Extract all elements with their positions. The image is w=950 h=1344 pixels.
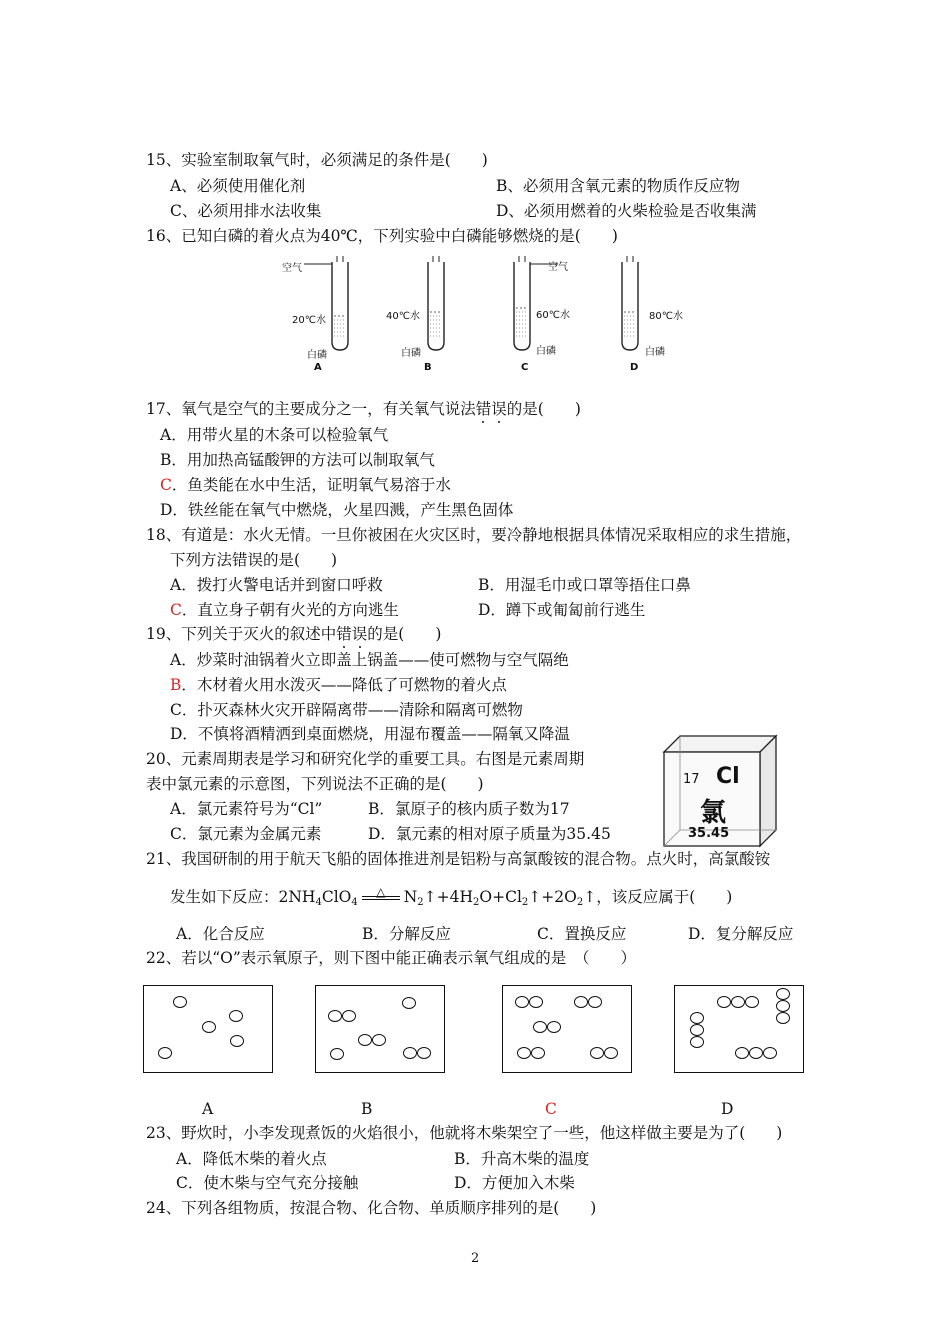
tube-label-d: D	[630, 362, 639, 373]
q21-option-b: B．分解反应	[362, 925, 451, 943]
oxygen-atom	[173, 996, 187, 1008]
oxygen-atom	[515, 996, 529, 1008]
q22-label-c: C	[545, 1100, 557, 1118]
q21-equation: 发生如下反应：$2NH_4ClO_4\triangle$ $N_2↑+4H_2O+Cl_2↑+2O_2↑$，该反应属于( )	[170, 882, 732, 913]
q20-stem-line2: 表中氯元素的示意图，下列说法不正确的是( )	[146, 775, 484, 793]
atomic-number: 17	[683, 772, 700, 787]
q20-option-d: D．氯元素的相对原子质量为35.45	[368, 825, 611, 843]
q19-option-c: C．扑灭森林火灾开辟隔离带——清除和隔离可燃物	[170, 701, 523, 719]
tube-label-b: B	[424, 362, 432, 373]
q23-stem: 23、野炊时，小李发现煮饭的火焰很小，他就将木柴架空了一些，他这样做主要是为了( )	[146, 1124, 783, 1142]
answer-mark: B	[170, 676, 182, 694]
q17-stem: 17、氧气是空气的主要成分之一，有关氧气说法错误的是( )	[146, 400, 581, 418]
tube-label-a: A	[314, 362, 322, 373]
oxygen-atom	[517, 1047, 531, 1059]
q20-stem-line1: 20、元素周期表是学习和研究化学的重要工具。右图是元素周期	[146, 750, 585, 768]
q17-option-b: B．用加热高锰酸钾的方法可以制取氧气	[160, 451, 435, 469]
oxygen-atom	[763, 1047, 777, 1059]
q15-stem: 15、实验室制取氧气时，必须满足的条件是( )	[146, 151, 488, 169]
q19-stem: 19、下列关于灭火的叙述中错误的是( )	[146, 625, 442, 643]
q22-label-d: D	[721, 1100, 734, 1118]
q21-option-c: C．置换反应	[537, 925, 627, 943]
q22-label-a: A	[202, 1100, 214, 1118]
q17-option-a: A．用带火星的木条可以检验氧气	[160, 426, 389, 444]
answer-mark: C	[170, 601, 182, 619]
q20-option-c: C．氯元素为金属元素	[170, 825, 322, 843]
oxygen-atom	[402, 997, 416, 1009]
element-symbol: Cl	[716, 764, 740, 789]
oxygen-atom	[328, 1010, 342, 1022]
q23-option-d: D．方便加入木柴	[454, 1174, 575, 1192]
q20-option-a: A．氯元素符号为“Cl”	[170, 800, 323, 818]
oxygen-atom	[342, 1010, 356, 1022]
q21-stem-line1: 21、我国研制的用于航天飞船的固体推进剂是铝粉与高氯酸铵的混合物。点火时，高氯酸铵	[146, 850, 771, 868]
q24-stem: 24、下列各组物质，按混合物、化合物、单质顺序排列的是( )	[146, 1199, 597, 1217]
answer-mark: C	[160, 476, 172, 494]
temp-label-a: 20℃水	[292, 315, 326, 326]
oxygen-atom	[202, 1021, 216, 1033]
test-tube-b	[410, 256, 460, 356]
q18-option-d: D．蹲下或匍匐前行逃生	[478, 601, 646, 619]
oxygen-atom	[330, 1048, 344, 1060]
oxygen-atom	[358, 1034, 372, 1046]
reaction-condition: △	[358, 882, 404, 902]
oxygen-atom	[574, 996, 588, 1008]
q19-option-a: A．炒菜时油锅着火立即盖上锅盖——使可燃物与空气隔绝	[170, 651, 569, 669]
q19-option-b: B．木材着火用水泼灭——降低了可燃物的着火点	[170, 676, 507, 694]
page-number: 2	[471, 1251, 480, 1266]
q23-option-a: A．降低木柴的着火点	[176, 1150, 327, 1168]
temp-label-c: 60℃水	[536, 310, 570, 321]
q18-stem-line2: 下列方法错误的是( )	[170, 551, 338, 569]
q18-stem-line1: 18、有道是：水火无情。一旦你被困在火灾区时，要冷静地根据具体情况采取相应的求生措施，	[146, 526, 802, 544]
q17-option-c: C．鱼类能在水中生活，证明氧气易溶于水	[160, 476, 451, 494]
q21-option-a: A．化合反应	[176, 925, 265, 943]
oxygen-atom	[158, 1047, 172, 1059]
q22-label-b: B	[361, 1100, 373, 1118]
phosphorus-label-b: 白磷	[401, 348, 421, 359]
q22-stem: 22、若以“O”表示氧原子，则下图中能正确表示氧气组成的是 （ ）	[146, 949, 637, 967]
oxygen-atom	[533, 1021, 547, 1033]
phosphorus-label-d: 白磷	[645, 347, 665, 358]
oxygen-atom	[529, 996, 543, 1008]
phosphorus-label-a: 白磷	[307, 350, 327, 361]
tube-label-c: C	[521, 362, 529, 373]
oxygen-atom	[735, 1047, 749, 1059]
oxygen-atom	[776, 1012, 790, 1024]
q18-option-a: A．拨打火警电话并到窗口呼救	[170, 576, 383, 594]
phosphorus-label-c: 白磷	[536, 346, 556, 357]
q17-option-d: D．铁丝能在氧气中燃烧，火星四溅，产生黑色固体	[160, 501, 514, 519]
oxygen-atom	[749, 1047, 763, 1059]
q15-option-b: B、必须用含氧元素的物质作反应物	[496, 177, 740, 195]
air-in-label-a: 空气	[282, 263, 302, 274]
oxygen-atom	[690, 1036, 704, 1048]
q20-option-b: B．氯原子的核内质子数为17	[368, 800, 570, 818]
q21-option-d: D．复分解反应	[688, 925, 794, 943]
air-out-label-c: 空气	[548, 262, 568, 273]
oxygen-atom	[690, 1024, 704, 1036]
oxygen-atom	[745, 996, 759, 1008]
oxygen-atom	[776, 1000, 790, 1012]
oxygen-atom	[590, 1047, 604, 1059]
oxygen-atom	[372, 1034, 386, 1046]
oxygen-atom	[588, 996, 602, 1008]
oxygen-atom	[531, 1047, 545, 1059]
q15-option-d: D、必须用燃着的火柴检验是否收集满	[496, 202, 757, 220]
q16-stem: 16、已知白磷的着火点为40℃，下列实验中白磷能够燃烧的是( )	[146, 227, 618, 245]
oxygen-atom	[403, 1047, 417, 1059]
q15-option-a: A、必须使用催化剂	[170, 177, 306, 195]
q19-option-d: D．不慎将酒精洒到桌面燃烧，用湿布覆盖——隔氧又降温	[170, 725, 570, 743]
temp-label-b: 40℃水	[386, 311, 420, 322]
oxygen-atom	[690, 1012, 704, 1024]
q18-option-b: B．用湿毛巾或口罩等捂住口鼻	[478, 576, 691, 594]
oxygen-atom	[417, 1047, 431, 1059]
oxygen-atom	[604, 1047, 618, 1059]
oxygen-atom	[229, 1010, 243, 1022]
q18-option-c: C．直立身子朝有火光的方向逃生	[170, 601, 399, 619]
oxygen-atom	[717, 996, 731, 1008]
q15-option-c: C、必须用排水法收集	[170, 202, 322, 220]
oxygen-atom	[547, 1021, 561, 1033]
oxygen-atom	[776, 988, 790, 1000]
element-name: 氯	[700, 798, 727, 828]
temp-label-d: 80℃水	[649, 311, 683, 322]
atomic-mass: 35.45	[688, 826, 730, 841]
q23-option-c: C．使木柴与空气充分接触	[176, 1174, 359, 1192]
test-tube-d	[610, 256, 660, 356]
oxygen-atom	[731, 996, 745, 1008]
q23-option-b: B．升高木柴的温度	[454, 1150, 590, 1168]
oxygen-atom	[230, 1035, 244, 1047]
